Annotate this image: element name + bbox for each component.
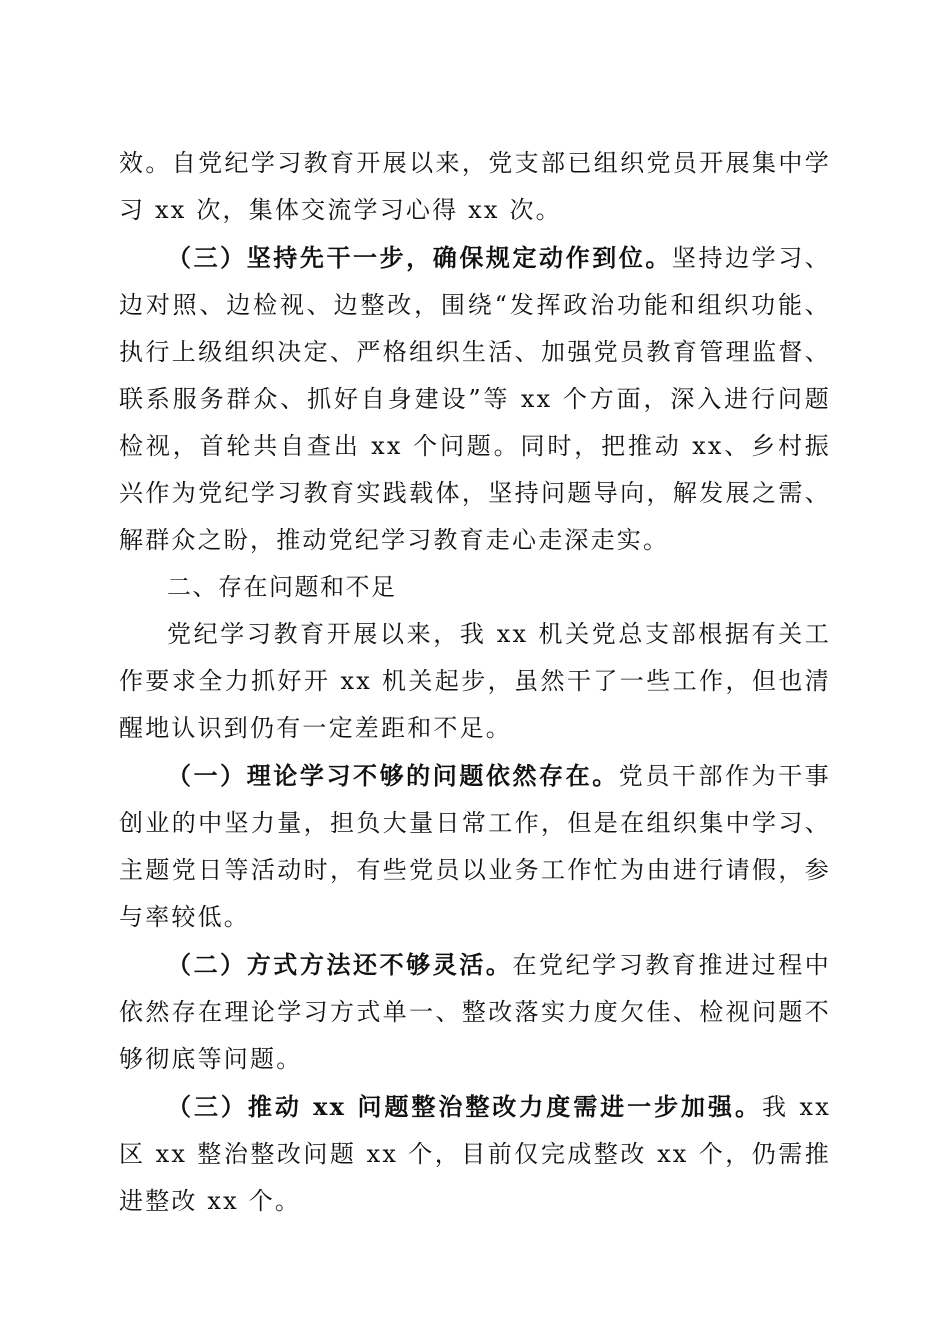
- issue-1-paragraph: [119, 752, 831, 941]
- document-body: [119, 140, 831, 1225]
- paragraph-text: 效。自党纪学习教育开展以来，党支部已组织党员开展集中学习 xx 次，集体交流学习心得 xx 次。: [119, 149, 831, 224]
- issue-2-body: 在党纪学习教育推进过程中依然存在理论学习方式单一、整改落实力度欠佳、检视问题不够彻底等问题。: [119, 951, 831, 1073]
- section-3-paragraph: [119, 234, 831, 564]
- section-heading-2: 二、存在问题和不足: [167, 573, 397, 601]
- issue-3-paragraph: [119, 1083, 831, 1225]
- paragraph-continuation: [119, 140, 831, 234]
- issue-2-paragraph: [119, 941, 831, 1083]
- section-2-intro: 党纪学习教育开展以来，我 xx 机关党总支部根据有关工作要求全力抓好开 xx 机关起步，虽然干了一些工作，但也清醒地认识到仍有一定差距和不足。: [119, 620, 831, 742]
- issue-3-body: 我 xx 区 xx 整治整改问题 xx 个，目前仅完成整改 xx 个，仍需推进整改 xx 个。: [119, 1093, 831, 1215]
- issue-2-lead: （二）方式方法还不够灵活。: [167, 950, 513, 979]
- issue-1-body: 党员干部作为干事创业的中坚力量，担负大量日常工作，但是在组织集中学习、主题党日等活动时，有些党员以业务工作忙为由进行请假，参与率较低。: [119, 762, 831, 931]
- issue-3-lead: （三）推动 xx 问题整治整改力度需进一步加强。: [167, 1092, 762, 1121]
- section-3-body: 坚持边学习、边对照、边检视、边整改，围绕“发挥政治功能和组织功能、执行上级组织决定、严格组织生活、加强党员教育管理监督、联系服务群众、抓好自身建设”等 xx 个方面，深入进行问题检视，首轮共自查出 xx 个问题。同时，把推动 xx、乡村振兴作为党纪学习教育实践载体，坚持问题导向，解发展之需、解群众之盼，推动党纪学习教育走心走深走实。: [119, 244, 831, 554]
- issue-1-lead: （一）理论学习不够的问题依然存在。: [167, 761, 619, 790]
- section-3-lead: （三）坚持先干一步，确保规定动作到位。: [167, 243, 672, 272]
